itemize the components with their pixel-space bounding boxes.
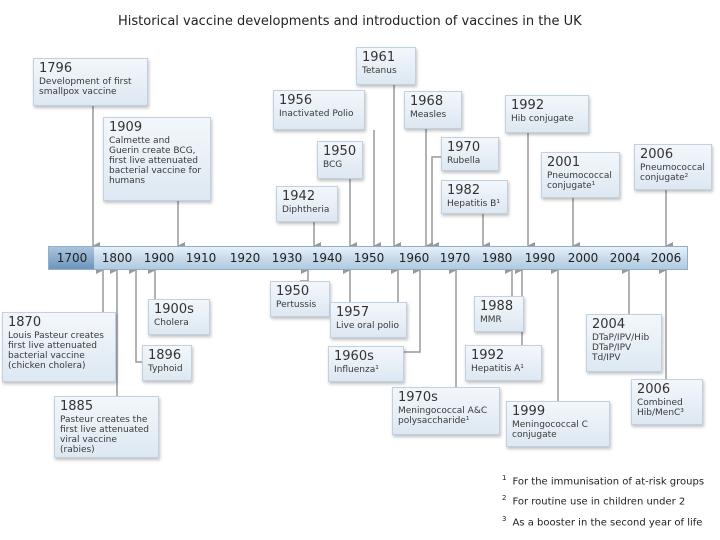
tick-label: 1970 — [439, 251, 471, 265]
tick-label: 1990 — [524, 251, 556, 265]
event-text: Combined Hib/MenC³ — [637, 398, 684, 418]
event-year: 2006 — [637, 382, 671, 397]
event-year: 1896 — [148, 348, 182, 363]
event-text: Diphtheria — [282, 205, 330, 215]
event-text: Pneumococcal conjugate¹ — [547, 171, 612, 191]
event-box-1885 — [54, 396, 159, 458]
footnote-text: For the immunisation of at-risk groups — [512, 476, 705, 488]
event-box-1950-bcg — [317, 141, 363, 179]
event-box-1992-hib — [505, 95, 589, 133]
event-year: 2001 — [547, 155, 581, 170]
tick-label: 1910 — [185, 251, 217, 265]
event-year: 1900s — [154, 302, 194, 317]
tick-label: 1980 — [481, 251, 513, 265]
footnote — [502, 490, 704, 510]
event-year: 1961 — [362, 50, 396, 65]
event-box-1961 — [356, 47, 416, 85]
event-text: Influenza¹ — [334, 365, 379, 375]
event-box-1957 — [330, 302, 407, 338]
event-box-1992-hepa — [465, 345, 542, 381]
tick-label: 1700 — [56, 251, 88, 265]
event-year: 1968 — [410, 94, 444, 109]
event-year: 2004 — [592, 317, 626, 332]
tick-label: 2006 — [650, 251, 682, 265]
event-year: 1950 — [276, 284, 310, 299]
event-year: 1796 — [39, 61, 73, 76]
tick-label: 2004 — [609, 251, 641, 265]
event-year: 1970 — [447, 140, 481, 155]
tick-label: 1800 — [101, 251, 133, 265]
event-year: 1885 — [60, 399, 94, 414]
event-text: Hepatitis B¹ — [447, 199, 500, 209]
event-text: Pertussis — [276, 300, 317, 310]
event-text: Inactivated Polio — [279, 109, 354, 119]
event-box-1900s — [148, 299, 210, 335]
event-year: 1957 — [336, 305, 370, 320]
event-box-1970s — [392, 387, 500, 435]
event-box-2004 — [586, 314, 662, 372]
event-year: 1909 — [109, 120, 143, 135]
diagram-title: Historical vaccine developments and introduction of vaccines in the UK — [118, 14, 582, 29]
tick-label: 1950 — [353, 251, 385, 265]
event-box-1909 — [103, 117, 211, 201]
event-text: Calmette and Guerin create BCG, first live attenuated bacterial vaccine for humans — [109, 136, 202, 186]
event-box-1999 — [506, 401, 610, 447]
event-year: 1988 — [480, 299, 514, 314]
event-text: Live oral polio — [336, 321, 400, 331]
tick-label: 1940 — [311, 251, 343, 265]
event-box-1982 — [441, 180, 508, 214]
tick-label: 2000 — [567, 251, 599, 265]
event-box-1970 — [441, 137, 499, 171]
event-year: 1970s — [398, 390, 438, 405]
event-box-1942 — [276, 186, 338, 222]
event-box-1950-pertussis — [270, 281, 330, 317]
event-text: Typhoid — [148, 364, 183, 374]
footnote-mark: 3 — [502, 514, 507, 523]
event-text: MMR — [480, 315, 502, 325]
event-text: Development of first smallpox vaccine — [39, 77, 132, 97]
tick-label: 1960 — [398, 251, 430, 265]
event-text: Tetanus — [362, 66, 397, 76]
event-box-1870 — [2, 312, 116, 382]
event-text: Meningococcal A&C polysaccharide¹ — [398, 406, 488, 426]
event-box-1796 — [33, 58, 148, 106]
event-text: Pasteur creates the first live attenuated viral vaccine (rabies) — [60, 415, 149, 455]
connector-arrow — [300, 270, 308, 281]
event-text: Hib conjugate — [511, 114, 574, 124]
event-text: Louis Pasteur creates first live attenuated bacterial vaccine (chicken cholera) — [8, 331, 104, 371]
event-year: 1870 — [8, 315, 42, 330]
event-year: 1956 — [279, 93, 313, 108]
event-text: Rubella — [447, 156, 481, 166]
tick-label: 1930 — [271, 251, 303, 265]
footnote-text: As a booster in the second year of life — [512, 516, 703, 528]
event-box-2006-hibmenc — [631, 379, 703, 425]
event-year: 1950 — [323, 144, 357, 159]
event-box-1896 — [142, 345, 192, 381]
event-year: 1999 — [512, 404, 546, 419]
event-text: Cholera — [154, 318, 189, 328]
event-box-2001 — [541, 152, 620, 198]
tick-label: 1920 — [229, 251, 261, 265]
event-year: 1942 — [282, 189, 316, 204]
footnotes — [502, 470, 704, 531]
event-box-1988 — [474, 296, 524, 332]
event-text: DTaP/IPV/Hib DTaP/IPV Td/IPV — [592, 333, 650, 363]
event-text: Measles — [410, 110, 447, 120]
footnote-text: For routine use in children under 2 — [512, 496, 686, 508]
event-year: 2006 — [640, 147, 674, 162]
event-box-1956 — [273, 90, 365, 130]
event-year: 1960s — [334, 349, 374, 364]
footnote — [502, 511, 704, 531]
event-box-1960s — [328, 346, 404, 382]
footnote-mark: 1 — [502, 474, 507, 482]
connector-arrow — [432, 157, 441, 246]
event-box-2006-pcv — [634, 144, 712, 190]
footnote-mark: 2 — [502, 494, 507, 503]
footnote — [502, 470, 704, 490]
event-text: Meningococcal C conjugate — [512, 420, 588, 440]
event-year: 1992 — [471, 348, 505, 363]
tick-label: 1900 — [143, 251, 175, 265]
event-year: 1992 — [511, 98, 545, 113]
event-text: Pneumococcal conjugate² — [640, 163, 705, 183]
event-year: 1982 — [447, 183, 481, 198]
event-text: Hepatitis A¹ — [471, 364, 524, 374]
event-text: BCG — [323, 160, 343, 170]
event-box-1968 — [404, 91, 462, 129]
